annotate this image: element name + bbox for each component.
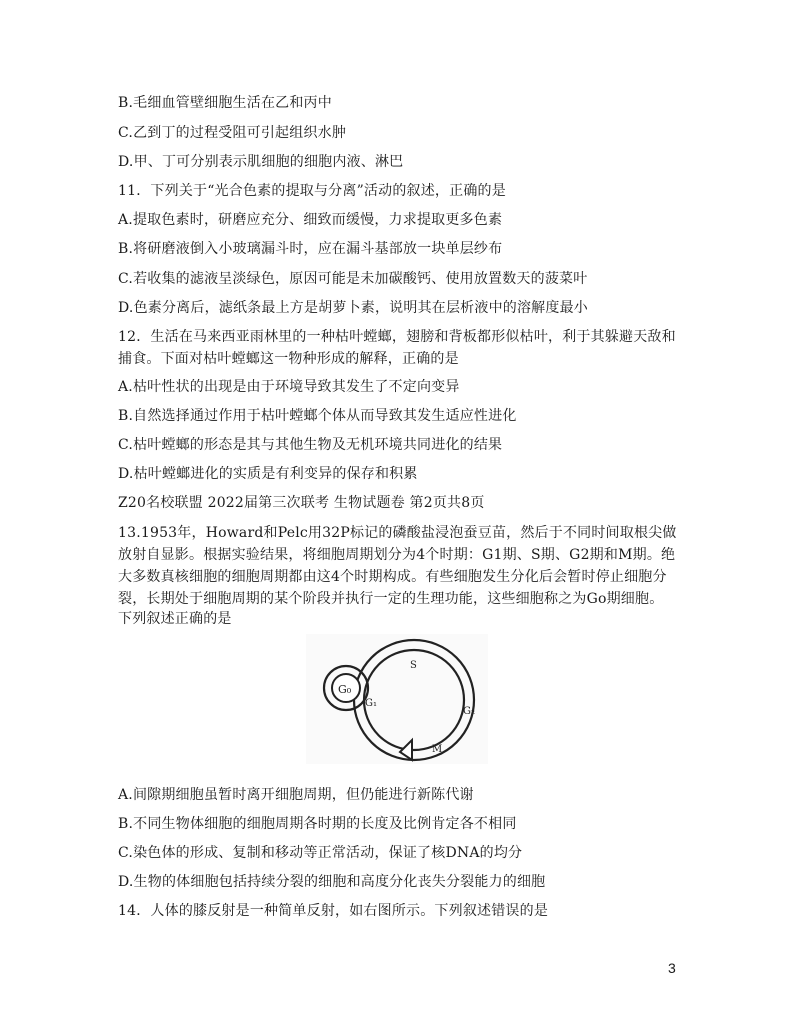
option-a-q13: A.间隙期细胞虽暂时离开细胞周期，但仍能进行新陈代谢 [118,787,474,803]
page-number: 3 [668,960,676,976]
option-b-q12: B.自然选择通过作用于枯叶螳螂个体从而导致其发生适应性进化 [118,408,517,424]
question-12-stem-line1: 12．生活在马来西亚雨林里的一种枯叶螳螂，翅膀和背板都形似枯叶，利于其躲避天敌和 [118,329,676,345]
option-a-q11: A.提取色素时，研磨应充分、细致而缓慢，力求提取更多色素 [118,212,503,228]
question-13-stem-line2: 放射自显影。根据实验结果，将细胞周期划分为4个时期：G1期、S期、G2期和M期。绝 [118,547,676,563]
question-13-stem-line4: 裂，长期处于细胞周期的某个阶段并执行一定的生理功能，这些细胞称之为Go期细胞。 [118,591,664,607]
option-b-q10: B.毛细血管壁细胞生活在乙和丙中 [118,95,332,111]
option-c-q11: C.若收集的滤液呈淡绿色，原因可能是未加碳酸钙、使用放置数天的菠菜叶 [118,271,588,287]
option-c-q13: C.染色体的形成、复制和移动等正常活动，保证了核DNA的均分 [118,845,523,861]
question-13-stem-line3: 大多数真核细胞的细胞周期都由这4个时期构成。有些细胞发生分化后会暂时停止细胞分 [118,569,667,585]
label-g2: G₂ [463,706,475,717]
question-13-stem-line5: 下列叙述正确的是 [118,611,232,627]
option-a-q12: A.枯叶性状的出现是由于环境导致其发生了不定向变异 [118,379,460,395]
option-d-q12: D.枯叶螳螂进化的实质是有利变异的保存和积累 [118,466,418,482]
label-g1: G₁ [365,698,377,709]
option-c-q10: C.乙到丁的过程受阻可引起组织水肿 [118,125,347,141]
exam-header: Z20名校联盟 2022届第三次联考 生物试题卷 第2页共8页 [118,495,485,511]
question-14-stem: 14．人体的膝反射是一种简单反射，如右图所示。下列叙述错误的是 [118,903,549,919]
label-g0: G₀ [338,683,352,696]
label-m: M [432,744,443,755]
label-s: S [410,660,417,671]
option-c-q12: C.枯叶螳螂的形态是其与其他生物及无机环境共同进化的结果 [118,437,503,453]
cell-cycle-diagram [306,634,488,764]
question-11-stem: 11．下列关于“光合色素的提取与分离”活动的叙述，正确的是 [118,183,506,199]
question-13-stem-line1: 13.1953年，Howard和Pelc用32P标记的磷酸盐浸泡蚕豆苗，然后于不同时间取根尖做 [118,525,677,541]
option-d-q11: D.色素分离后，滤纸条最上方是胡萝卜素，说明其在层析液中的溶解度最小 [118,300,588,316]
option-d-q10: D.甲、丁可分别表示肌细胞的细胞内液、淋巴 [118,154,404,170]
option-b-q13: B.不同生物体细胞的细胞周期各时期的长度及比例肯定各不相同 [118,816,517,832]
option-b-q11: B.将研磨液倒入小玻璃漏斗时，应在漏斗基部放一块单层纱布 [118,241,503,257]
option-d-q13: D.生物的体细胞包括持续分裂的细胞和高度分化丧失分裂能力的细胞 [118,874,546,890]
question-12-stem-line2: 捕食。下面对枯叶螳螂这一物种形成的解释，正确的是 [118,351,459,367]
